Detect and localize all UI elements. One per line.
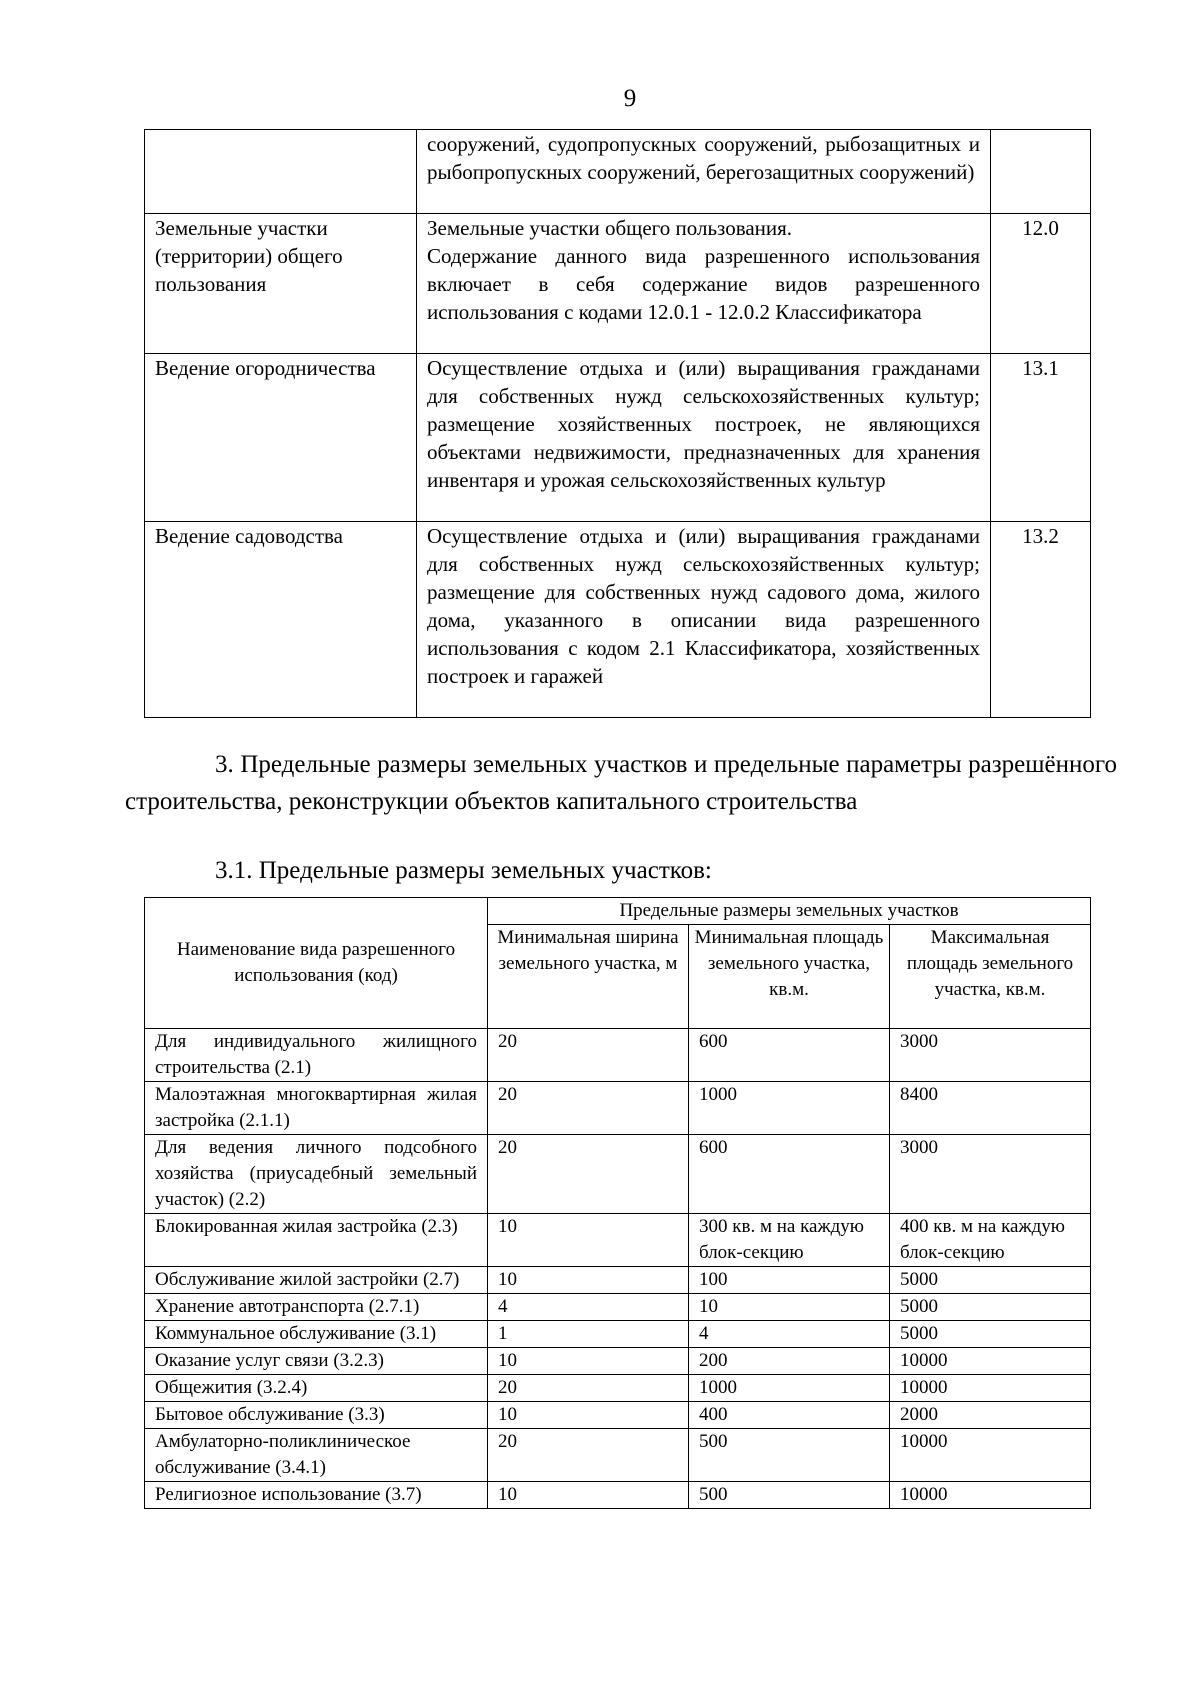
plot-min-width: 10 <box>488 1348 689 1375</box>
plot-max-area: 5000 <box>890 1267 1091 1294</box>
plot-max-area: 5000 <box>890 1321 1091 1348</box>
table-row <box>145 130 1091 214</box>
section-3-heading: 3. Предельные размеры земельных участков и предельные параметры разрешённого строительства, реконструкции объектов капитального строительства <box>125 751 1117 815</box>
plot-min-width: 10 <box>488 1267 689 1294</box>
header-min-width: Минимальная ширина земельного участка, м <box>488 925 689 1029</box>
plot-max-area: 10000 <box>890 1348 1091 1375</box>
header-row <box>145 898 1091 925</box>
header-max-area: Максимальная площадь земельного участка, кв.м. <box>890 925 1091 1029</box>
plot-max-area: 10000 <box>890 1375 1091 1402</box>
plot-min-width: 20 <box>488 1029 689 1082</box>
page-number: 9 <box>623 85 637 112</box>
use-code: 13.2 <box>991 522 1091 718</box>
plot-min-area: 400 <box>689 1402 890 1429</box>
table-row <box>145 1082 1091 1135</box>
table-row <box>145 1429 1091 1482</box>
plot-max-area: 8400 <box>890 1082 1091 1135</box>
use-code: 13.1 <box>991 354 1091 522</box>
plot-min-width: 20 <box>488 1082 689 1135</box>
use-description-cell <box>417 214 991 354</box>
plot-min-width: 10 <box>488 1214 689 1267</box>
plot-max-area: 400 кв. м на каждую блок-секцию <box>890 1214 1091 1267</box>
plot-use-name: Общежития (3.2.4) <box>145 1375 488 1402</box>
plot-use-name: Коммунальное обслуживание (3.1) <box>145 1321 488 1348</box>
header-group: Предельные размеры земельных участков <box>488 898 1091 925</box>
plot-min-width: 20 <box>488 1375 689 1402</box>
use-description: Осуществление отдыха и (или) выращивания гражданами для собственных нужд сельскохозяйственных культур; размещение хозяйственных построек, не являющихся объектами недвижимости, предназначенных для хранения инвентаря и урожая сельскохозяйственных культур <box>417 354 991 522</box>
plot-min-width: 10 <box>488 1482 689 1509</box>
plot-sizes-body <box>145 1029 1091 1509</box>
plot-max-area: 10000 <box>890 1482 1091 1509</box>
table-row <box>145 1482 1091 1509</box>
use-description: Содержание данного вида разрешенного использования включает в себя содержание видов разрешенного использования с кодами 12.0.1 - 12.0.2 Классификатора <box>427 244 980 324</box>
plot-min-area: 200 <box>689 1348 890 1375</box>
plot-use-name: Блокированная жилая застройка (2.3) <box>145 1214 488 1267</box>
plot-use-name: Хранение автотранспорта (2.7.1) <box>145 1294 488 1321</box>
plot-min-area: 100 <box>689 1267 890 1294</box>
plot-use-name: Для индивидуального жилищного строительства (2.1) <box>145 1029 488 1082</box>
plot-min-area: 600 <box>689 1135 890 1214</box>
use-name: Земельные участки (территории) общего пользования <box>145 214 417 354</box>
header-min-area: Минимальная площадь земельного участка, кв.м. <box>689 925 890 1029</box>
table-row <box>145 1294 1091 1321</box>
use-description: Осуществление отдыха и (или) выращивания гражданами для собственных нужд сельскохозяйственных культур; размещение для собственных нужд садового дома, жилого дома, указанного в описании вида разрешенного использования с кодом 2.1 Классификатора, хозяйственных построек и гаражей <box>417 522 991 718</box>
plot-max-area: 10000 <box>890 1429 1091 1482</box>
table-row <box>145 1135 1091 1214</box>
plot-min-area: 1000 <box>689 1375 890 1402</box>
plot-use-name: Религиозное использование (3.7) <box>145 1482 488 1509</box>
plot-max-area: 3000 <box>890 1029 1091 1082</box>
plot-min-area: 500 <box>689 1482 890 1509</box>
table-row <box>145 522 1091 718</box>
plot-min-width: 10 <box>488 1402 689 1429</box>
header-use-name: Наименование вида разрешенного использования (код) <box>145 898 488 1029</box>
table-row <box>145 1375 1091 1402</box>
use-name <box>145 130 417 214</box>
plot-use-name: Для ведения личного подсобного хозяйства (приусадебный земельный участок) (2.2) <box>145 1135 488 1214</box>
plot-min-width: 20 <box>488 1429 689 1482</box>
use-name: Ведение садоводства <box>145 522 417 718</box>
table-row <box>145 354 1091 522</box>
plot-min-area: 300 кв. м на каждую блок-секцию <box>689 1214 890 1267</box>
use-code: 12.0 <box>991 214 1091 354</box>
plot-min-area: 4 <box>689 1321 890 1348</box>
plot-use-name: Бытовое обслуживание (3.3) <box>145 1402 488 1429</box>
table-row <box>145 214 1091 354</box>
plot-min-area: 1000 <box>689 1082 890 1135</box>
plot-sizes-table <box>144 897 1091 1509</box>
plot-min-area: 500 <box>689 1429 890 1482</box>
plot-max-area: 2000 <box>890 1402 1091 1429</box>
table-row <box>145 1267 1091 1294</box>
section-3-1-heading: 3.1. Предельные размеры земельных участков: <box>215 857 712 884</box>
plot-min-width: 1 <box>488 1321 689 1348</box>
plot-use-name: Малоэтажная многоквартирная жилая застройка (2.1.1) <box>145 1082 488 1135</box>
table-row <box>145 1029 1091 1082</box>
use-description: сооружений, судопропускных сооружений, рыбозащитных и рыбопропускных сооружений, берегозащитных сооружений) <box>417 130 991 214</box>
use-name: Ведение огородничества <box>145 354 417 522</box>
use-description-line: Земельные участки общего пользования. <box>427 216 793 240</box>
plot-max-area: 5000 <box>890 1294 1091 1321</box>
plot-max-area: 3000 <box>890 1135 1091 1214</box>
plot-use-name: Обслуживание жилой застройки (2.7) <box>145 1267 488 1294</box>
table-row <box>145 1321 1091 1348</box>
plot-min-width: 20 <box>488 1135 689 1214</box>
plot-min-width: 4 <box>488 1294 689 1321</box>
plot-use-name: Оказание услуг связи (3.2.3) <box>145 1348 488 1375</box>
table-row <box>145 1214 1091 1267</box>
permitted-uses-table <box>144 129 1091 718</box>
plot-use-name: Амбулаторно-поликлиническое обслуживание (3.4.1) <box>145 1429 488 1482</box>
table-row <box>145 1402 1091 1429</box>
plot-min-area: 10 <box>689 1294 890 1321</box>
use-code <box>991 130 1091 214</box>
table-row <box>145 1348 1091 1375</box>
plot-min-area: 600 <box>689 1029 890 1082</box>
